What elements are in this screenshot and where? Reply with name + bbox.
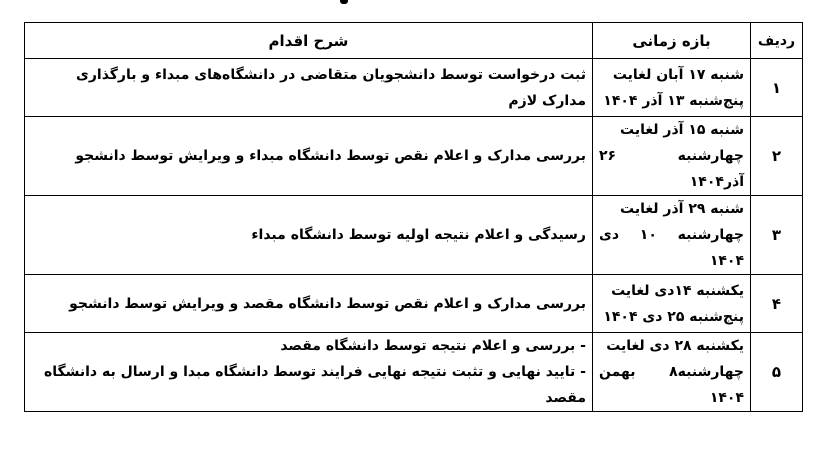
table-row: [25, 117, 803, 196]
table-header-row: [25, 23, 803, 59]
period-end: چهارشنبه۸ بهمن ۱۴۰۴: [599, 364, 744, 406]
period-end: چهارشنبه ۱۰ دی ۱۴۰۴: [599, 227, 744, 269]
description-line: رسیدگی و اعلام نتیجه اولیه توسط دانشگاه مبداء: [251, 227, 586, 243]
period-start: یکشنبه ۲۸ دی لغایت: [606, 338, 744, 354]
description-cell: [25, 59, 593, 117]
table-row: [25, 59, 803, 117]
schedule-table: [24, 22, 803, 412]
description-cell: [25, 275, 593, 333]
description-line: - تایید نهایی و تثبت نتیجه نهایی فرایند توسط دانشگاه مبدا و ارسال به دانشگاه مقصد: [43, 364, 586, 406]
schedule-table-container: [24, 22, 803, 412]
period-cell: [593, 117, 751, 196]
table-row: [25, 275, 803, 333]
description-line: ثبت درخواست توسط دانشجویان متقاضی در دانشگاه‌های مبداء و بارگذاری مدارک لازم: [76, 66, 586, 109]
row-number-cell: ۵: [751, 333, 803, 412]
description-line: - بررسی و اعلام نتیجه توسط دانشگاه مقصد: [280, 338, 586, 354]
period-cell: [593, 275, 751, 333]
page-edge-mark: [340, 0, 348, 4]
description-cell: [25, 196, 593, 275]
period-end: پنج‌شنبه ۲۵ دی ۱۴۰۴: [603, 308, 744, 325]
description-cell: [25, 117, 593, 196]
period-end: پنج‌شنبه ۱۳ آذر ۱۴۰۴: [603, 92, 744, 109]
row-number-cell: ۴: [751, 275, 803, 333]
row-number-cell: ۲: [751, 117, 803, 196]
description-cell: [25, 333, 593, 412]
period-start: شنبه ۱۷ آبان لغایت: [612, 66, 744, 83]
description-line: بررسی مدارک و اعلام نقص توسط دانشگاه مقصد و ویرایش توسط دانشجو: [69, 295, 586, 312]
period-start: شنبه ۱۵ آذر لغایت: [620, 122, 744, 138]
period-cell: [593, 59, 751, 117]
period-end: چهارشنبه ۲۶ آذر۱۴۰۴: [599, 148, 744, 190]
header-period: بازه زمانی: [593, 23, 751, 59]
header-row-number: ردیف: [751, 23, 803, 59]
period-cell: [593, 196, 751, 275]
header-description: شرح اقدام: [25, 23, 593, 59]
row-number-cell: ۳: [751, 196, 803, 275]
description-line: بررسی مدارک و اعلام نقص توسط دانشگاه مبداء و ویرایش توسط دانشجو: [75, 148, 586, 164]
period-cell: [593, 333, 751, 412]
period-start: یکشنبه ۱۴دی لغایت: [611, 282, 744, 299]
page-top-edge: [24, 0, 803, 6]
table-row: [25, 333, 803, 412]
period-start: شنبه ۲۹ آذر لغایت: [620, 201, 744, 217]
row-number-cell: ۱: [751, 59, 803, 117]
table-row: [25, 196, 803, 275]
